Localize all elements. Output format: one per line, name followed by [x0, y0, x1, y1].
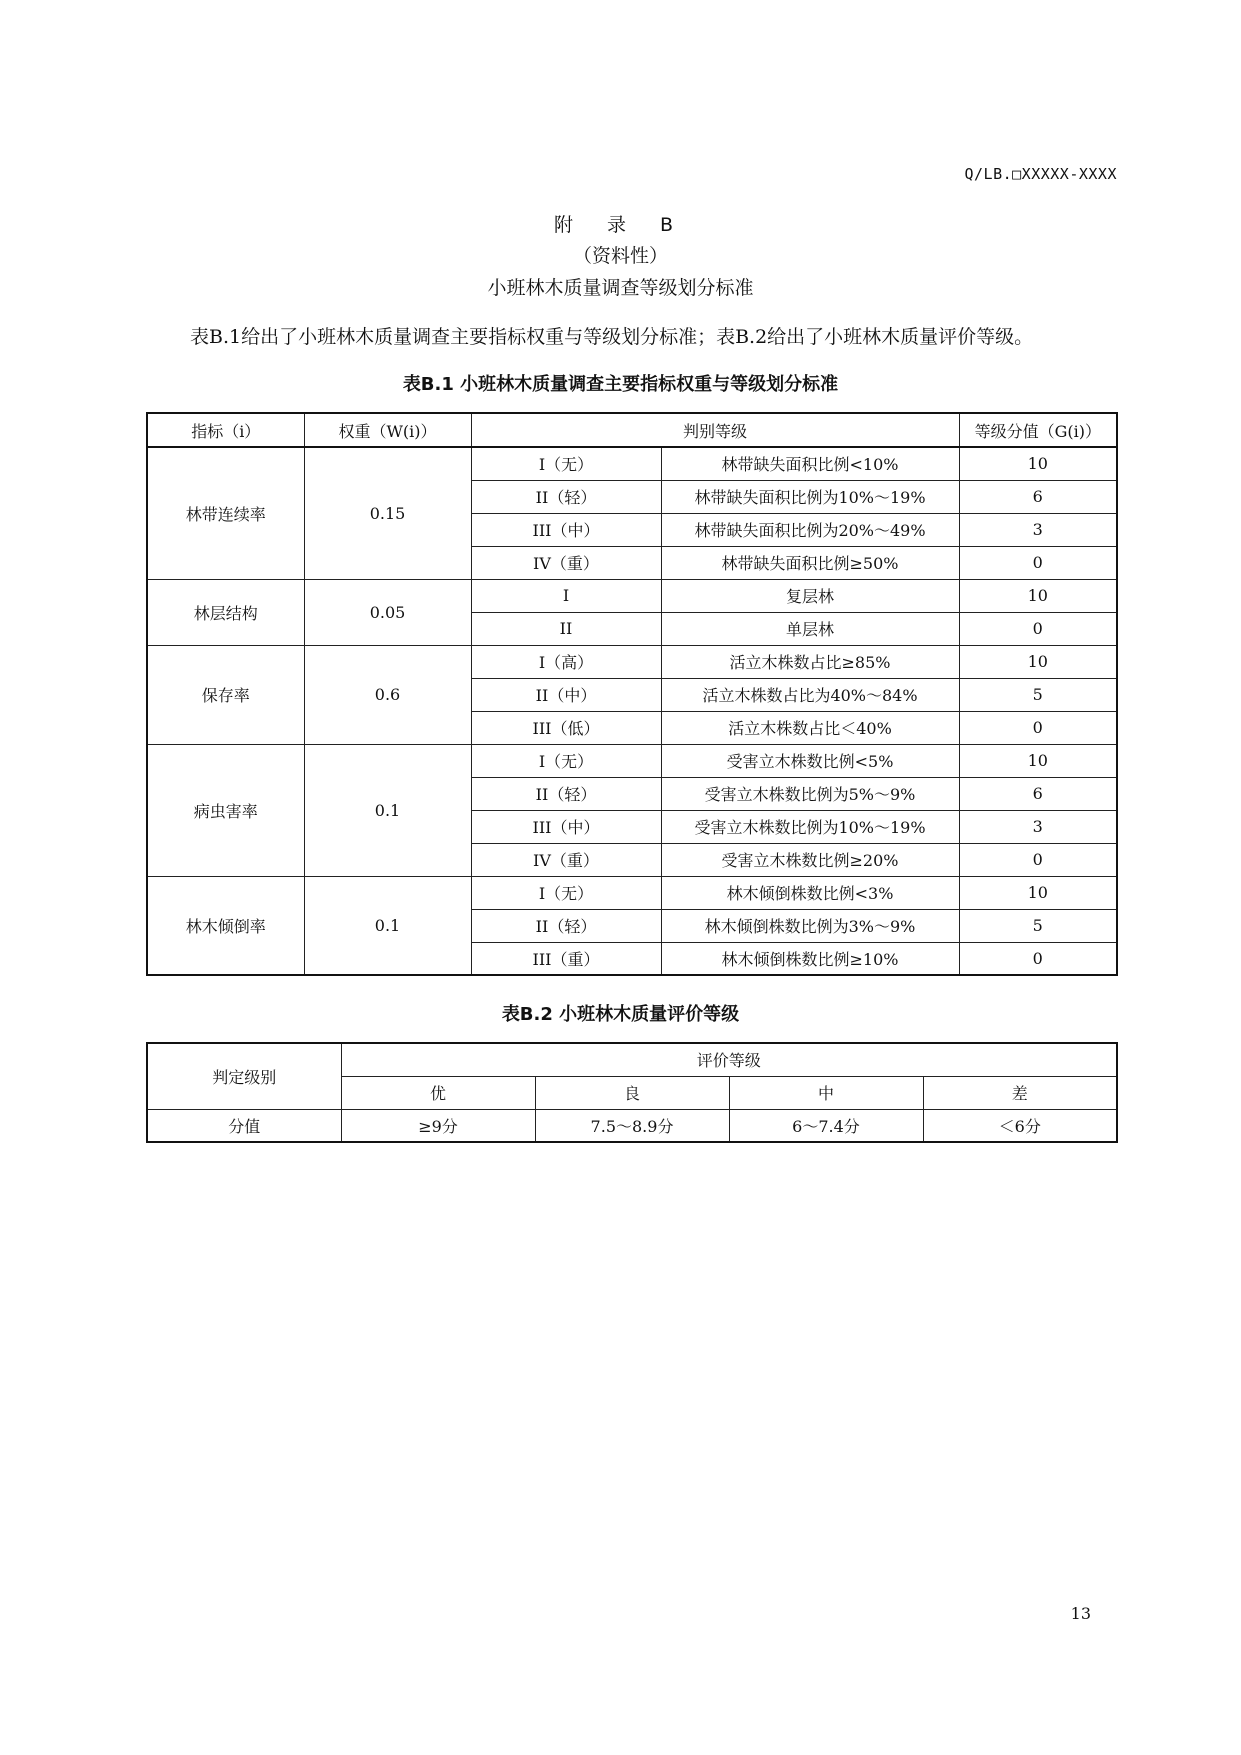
weight-cell: 0.1	[304, 744, 471, 876]
score-cell: 10	[959, 645, 1117, 678]
score-cell: 10	[959, 579, 1117, 612]
grade-cell: 差	[923, 1076, 1117, 1109]
level-cell: II（中）	[471, 678, 661, 711]
table-b1-caption: 表B.1 小班林木质量调查主要指标权重与等级划分标准	[402, 374, 839, 395]
table-b2-header-row	[147, 1043, 1117, 1076]
weight-cell: 0.6	[304, 645, 471, 744]
table-b2	[146, 1042, 1118, 1143]
table-b1-header-row	[147, 413, 1117, 447]
page-number: 13	[1070, 1604, 1091, 1623]
level-cell: III（重）	[471, 942, 661, 975]
table-b2-scores-row	[147, 1109, 1117, 1142]
criterion-cell: 林木倾倒株数比例<3%	[661, 876, 959, 909]
indicator-cell: 病虫害率	[147, 744, 304, 876]
criterion-cell: 受害立木株数比例为5%～9%	[661, 777, 959, 810]
header-weight: 权重（W(i)）	[304, 413, 471, 447]
criterion-cell: 林带缺失面积比例≥50%	[661, 546, 959, 579]
level-cell: I（高）	[471, 645, 661, 678]
weight-cell: 0.05	[304, 579, 471, 645]
indicator-cell: 保存率	[147, 645, 304, 744]
grade-cell: 优	[341, 1076, 535, 1109]
score-cell: 0	[959, 546, 1117, 579]
score-label-cell: 分值	[147, 1109, 341, 1142]
score-cell: 10	[959, 876, 1117, 909]
intro-paragraph: 表B.1给出了小班林木质量调查主要指标权重与等级划分标准；表B.2给出了小班林木质量评价等级。	[190, 326, 1034, 348]
criterion-cell: 林木倾倒株数比例≥10%	[661, 942, 959, 975]
table-b2-caption: 表B.2 小班林木质量评价等级	[501, 1004, 740, 1025]
level-cell: II（轻）	[471, 909, 661, 942]
level-cell: III（低）	[471, 711, 661, 744]
level-cell: III（中）	[471, 810, 661, 843]
level-cell: I（无）	[471, 876, 661, 909]
score-cell: 3	[959, 810, 1117, 843]
score-cell: 0	[959, 612, 1117, 645]
criterion-cell: 林带缺失面积比例为10%～19%	[661, 480, 959, 513]
level-cell: II（轻）	[471, 480, 661, 513]
criterion-cell: 林木倾倒株数比例为3%～9%	[661, 909, 959, 942]
document-code: Q/LB.□XXXXX-XXXX	[964, 165, 1117, 183]
indicator-cell: 林带连续率	[147, 447, 304, 579]
weight-cell: 0.1	[304, 876, 471, 975]
criterion-cell: 活立木株数占比＜40%	[661, 711, 959, 744]
level-cell: I（无）	[471, 744, 661, 777]
score-cell: 5	[959, 909, 1117, 942]
level-cell: III（中）	[471, 513, 661, 546]
criterion-cell: 活立木株数占比为40%～84%	[661, 678, 959, 711]
criterion-cell: 受害立木株数比例≥20%	[661, 843, 959, 876]
table-row	[147, 447, 1117, 480]
criterion-cell: 复层林	[661, 579, 959, 612]
criterion-cell: 受害立木株数比例为10%～19%	[661, 810, 959, 843]
level-cell: I（无）	[471, 447, 661, 480]
score-range-cell: 6～7.4分	[729, 1109, 923, 1142]
score-cell: 6	[959, 480, 1117, 513]
header-indicator: 指标（i）	[147, 413, 304, 447]
criterion-cell: 单层林	[661, 612, 959, 645]
score-cell: 0	[959, 711, 1117, 744]
table-b1	[146, 412, 1118, 976]
score-range-cell: 7.5～8.9分	[535, 1109, 729, 1142]
criterion-cell: 林带缺失面积比例<10%	[661, 447, 959, 480]
criterion-cell: 林带缺失面积比例为20%～49%	[661, 513, 959, 546]
level-cell: II（轻）	[471, 777, 661, 810]
score-cell: 10	[959, 447, 1117, 480]
score-cell: 10	[959, 744, 1117, 777]
table-row	[147, 645, 1117, 678]
indicator-cell: 林木倾倒率	[147, 876, 304, 975]
group-header-cell: 评价等级	[341, 1043, 1117, 1076]
appendix-title: 附 录 B	[553, 214, 688, 236]
score-cell: 6	[959, 777, 1117, 810]
grade-cell: 良	[535, 1076, 729, 1109]
level-cell: II	[471, 612, 661, 645]
table-row	[147, 744, 1117, 777]
score-cell: 5	[959, 678, 1117, 711]
header-grade: 判别等级	[471, 413, 959, 447]
level-cell: IV（重）	[471, 843, 661, 876]
grade-cell: 中	[729, 1076, 923, 1109]
score-cell: 0	[959, 942, 1117, 975]
level-cell: I	[471, 579, 661, 612]
indicator-cell: 林层结构	[147, 579, 304, 645]
score-range-cell: ＜6分	[923, 1109, 1117, 1142]
table-row	[147, 876, 1117, 909]
level-cell: IV（重）	[471, 546, 661, 579]
weight-cell: 0.15	[304, 447, 471, 579]
score-cell: 3	[959, 513, 1117, 546]
appendix-heading: 小班林木质量调查等级划分标准	[487, 277, 754, 299]
row-header-cell: 判定级别	[147, 1043, 341, 1109]
table-row	[147, 579, 1117, 612]
criterion-cell: 受害立木株数比例<5%	[661, 744, 959, 777]
appendix-nature: （资料性）	[572, 245, 668, 267]
score-cell: 0	[959, 843, 1117, 876]
score-range-cell: ≥9分	[341, 1109, 535, 1142]
header-score: 等级分值（G(i)）	[959, 413, 1117, 447]
criterion-cell: 活立木株数占比≥85%	[661, 645, 959, 678]
